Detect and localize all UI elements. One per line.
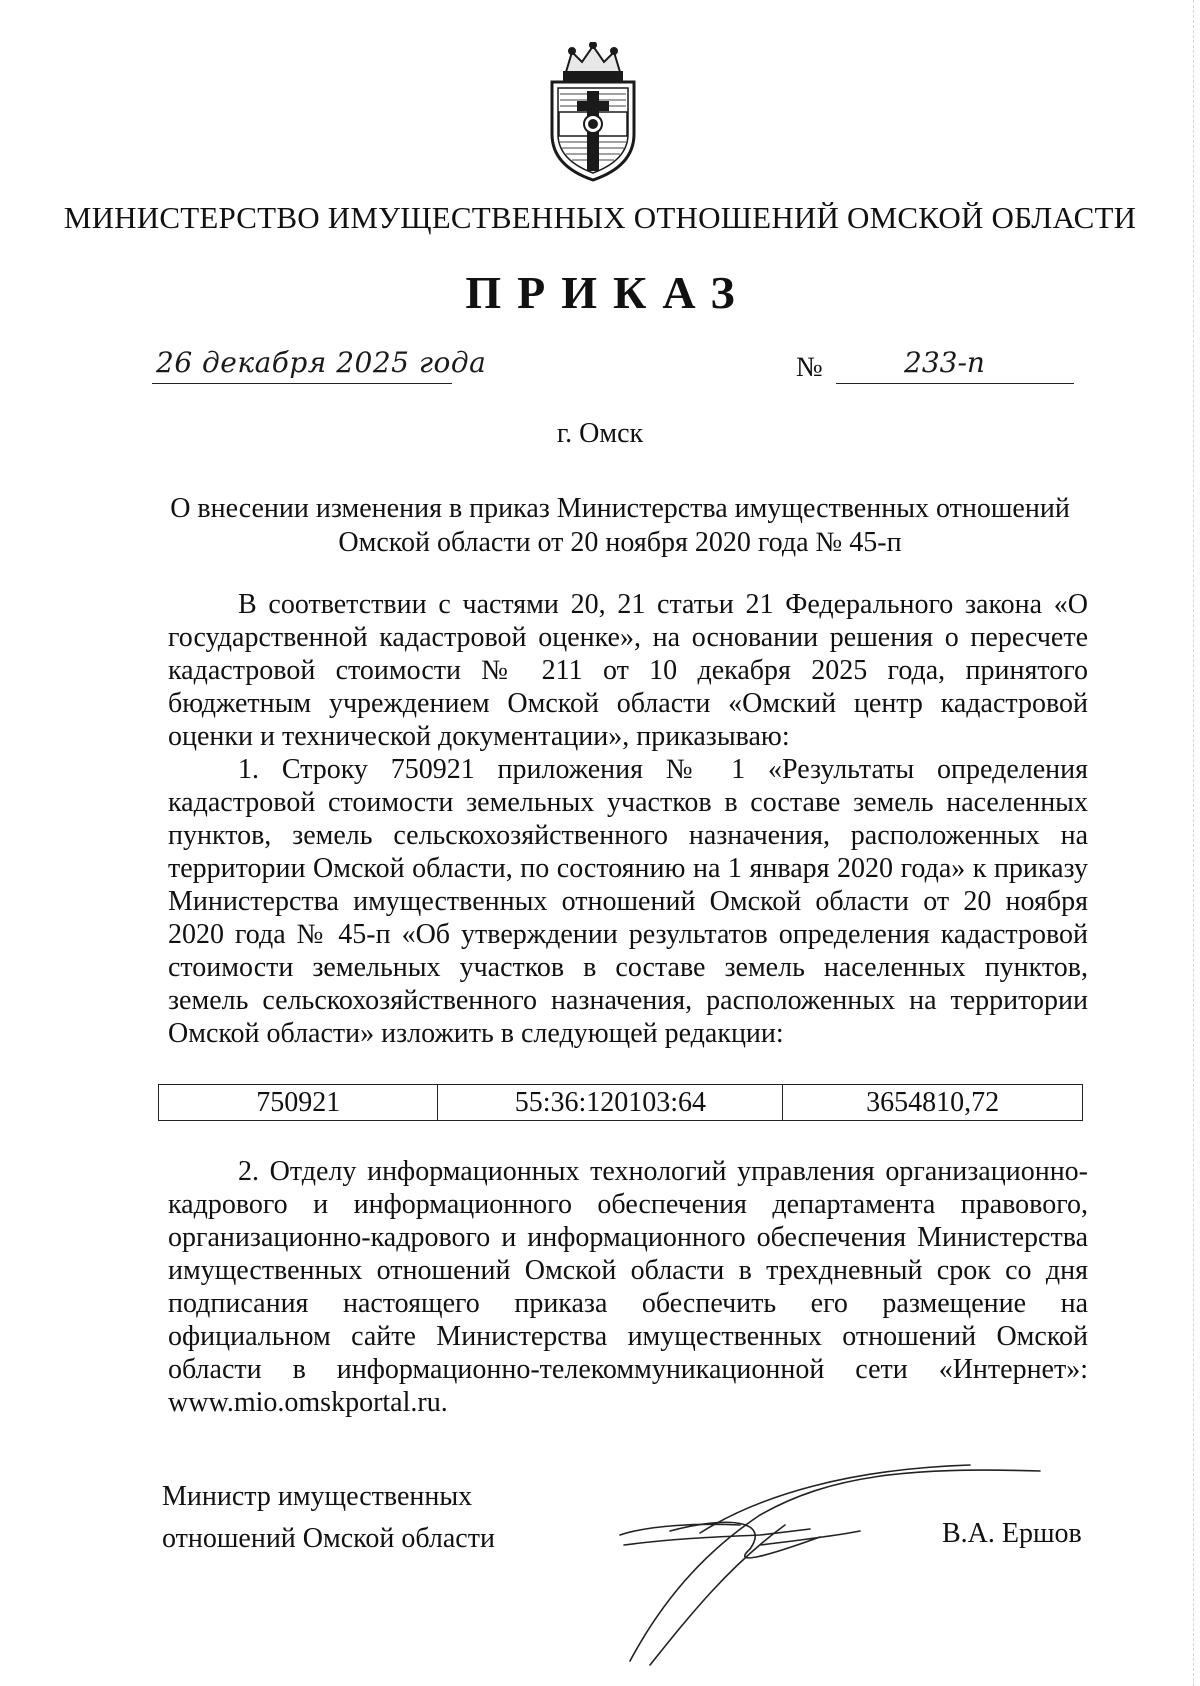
table-cell-row-number: 750921 xyxy=(159,1085,438,1121)
table-cell-cadastral-number: 55:36:120103:64 xyxy=(438,1085,783,1121)
signer-position-line-2: отношений Омской области xyxy=(162,1523,495,1554)
number-sign: № xyxy=(796,352,823,383)
table-cell-cadastral-value: 3654810,72 xyxy=(783,1085,1083,1121)
order-subject xyxy=(150,492,1090,560)
number-underline xyxy=(836,383,1074,384)
handwritten-date: 26 декабря 2025 года xyxy=(156,346,487,379)
table-row xyxy=(159,1085,1083,1121)
paragraph-item-2: 2. Отделу информационных технологий управления организационно-кадрового и информационного обеспечения департамента правового, организационно-кадрового и информационного обеспечения Министерства имущественных отношений Омской области в трехдневный срок со дня подписания настоящего приказа обеспечить его размещение на официальном сайте Министерства имущественных отношений Омской области в информационно-телекоммуникационной сети «Интернет»: www.mio.omskportal.ru. xyxy=(168,1156,1088,1418)
handwritten-signature-icon xyxy=(610,1455,1050,1675)
handwritten-number: 233-п xyxy=(904,346,985,379)
subject-line-1: О внесении изменения в приказ Министерства имущественных отношений xyxy=(170,493,1070,524)
paragraph-preamble: В соответствии с частями 20, 21 статьи 21 Федерального закона «О государственной кадастровой оценке», на основании решения о пересчете кадастровой стоимости № 211 от 10 декабря 2025 года, принятого бюджетным учреждением Омской области «Омский центр кадастровой оценки и технической документации», приказываю: xyxy=(168,589,1088,752)
signer-position xyxy=(162,1476,495,1560)
signer-name: В.А. Ершов xyxy=(942,1518,1082,1549)
city-name: г. Омск xyxy=(556,418,644,449)
date-underline xyxy=(152,383,452,384)
paragraph-item-1: 1. Строку 750921 приложения № 1 «Результаты определения кадастровой стоимости земельных участков в составе земель населенных пунктов, земель сельскохозяйственного назначения, расположенных на территории Омской области, по состоянию на 1 января 2020 года» к приказу Министерства имущественных отношений Омской области от 20 ноября 2020 года № 45-п «Об утверждении результатов определения кадастровой стоимости земельных участков в составе земель населенных пунктов, земель сельскохозяйственного назначения, расположенных на территории Омской области» изложить в следующей редакции: xyxy=(168,754,1088,1049)
document-type-title: ПРИКАЗ xyxy=(465,267,751,318)
ministry-name: МИНИСТЕРСТВО ИМУЩЕСТВЕННЫХ ОТНОШЕНИЙ ОМСКОЙ ОБЛАСТИ xyxy=(63,200,1137,235)
signer-position-line-1: Министр имущественных xyxy=(162,1481,473,1512)
omsk-coat-of-arms-icon xyxy=(540,42,646,182)
subject-line-2: Омской области от 20 ноября 2020 года № 45-п xyxy=(338,527,902,558)
cadastral-value-table xyxy=(158,1084,1083,1121)
scan-edge xyxy=(1193,0,1194,1686)
